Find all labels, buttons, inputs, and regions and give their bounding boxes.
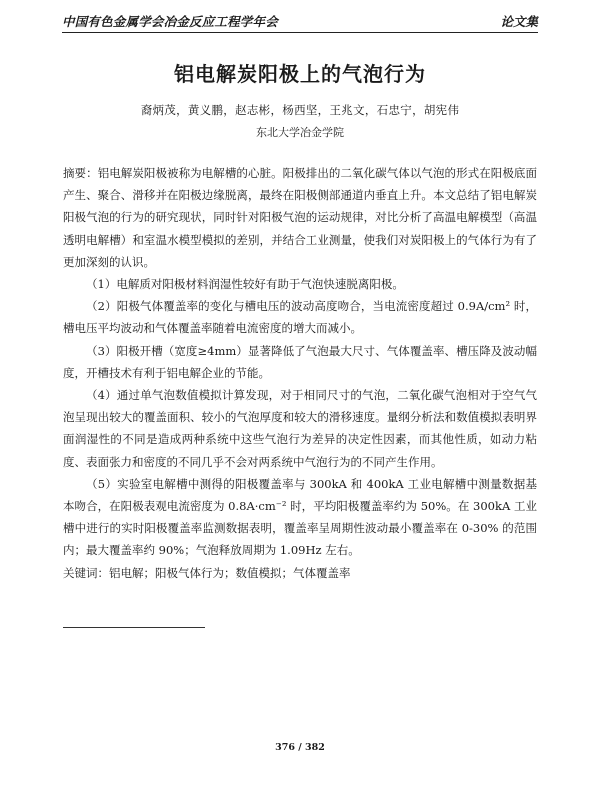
author-list: 裔炳茂，黄义鹏，赵志彬，杨西坚，王兆文，石忠宁，胡宪伟 [140, 103, 460, 117]
page-number: 376 / 382 [275, 742, 325, 753]
footnote-rule [63, 627, 205, 628]
conclusion-point-2: （2）阳极气体覆盖率的变化与槽电压的波动高度吻合，当电流密度超过 0.9A/cm² 时，槽电压平均波动和气体覆盖率随着电流密度的增大而减小。 [63, 299, 537, 336]
conclusion-point-4: （4）通过单气泡数值模拟计算发现，对于相同尺寸的气泡，二氧化碳气泡相对于空气气泡呈现出较大的覆盖面积、较小的气泡厚度和较大的滑移速度。量纲分析法和数值模拟表明界面润湿性的不同是造成两种系统中这些气泡行为差异的决定性因素，而其他性质，如动力粘度、表面张力和密度的不同几乎不会对两系统中气泡行为的不同产生作用。 [63, 388, 537, 469]
keywords-label: 关键词： [63, 565, 109, 580]
abstract-text: 铝电解炭阳极被称为电解槽的心脏。阳极排出的二氧化碳气体以气泡的形式在阳极底面产生、聚合、滑移并在阳极边缘脱离，最终在阳极侧部通道内垂直上升。本文总结了铝电解炭阳极气泡的行为的研究现状，同时针对阳极气泡的运动规律，对比分析了高温电解模型（高温透明电解槽）和室温水模型模拟的差别，并结合工业测量，使我们对炭阳极上的气体行为有了更加深刻的认识。 [63, 166, 537, 269]
paper-title: 铝电解炭阳极上的气泡行为 [174, 62, 426, 86]
collection-label: 论文集 [500, 14, 538, 29]
keywords-text: 铝电解；阳极气体行为；数值模拟；气体覆盖率 [109, 565, 351, 580]
conclusion-point-3: （3）阳极开槽（宽度≥4mm）显著降低了气泡最大尺寸、气体覆盖率、槽压降及波动幅度，开槽技术有利于铝电解企业的节能。 [63, 343, 537, 380]
running-header [62, 12, 538, 34]
conclusion-point-5: （5）实验室电解槽中测得的阳极覆盖率与 300kA 和 400kA 工业电解槽中测量数据基本吻合，在阳极表观电流密度为 0.8A·cm⁻² 时，平均阳极覆盖率约为 50%。在 300kA 工业槽中进行的实时阳极覆盖率监测数据表明，覆盖率呈周期性波动最小覆盖率在 0-30% 的范围内；最大覆盖率约 90%；气泡释放周期为 1.09Hz 左右。 [63, 476, 537, 558]
conference-name: 中国有色金属学会冶金反应工程学年会 [62, 14, 278, 29]
abstract-label: 摘要： [63, 166, 98, 180]
keywords-line [63, 562, 537, 584]
header-rule [62, 32, 538, 33]
conclusion-point-1: （1）电解质对阳极材料润湿性较好有助于气泡快速脱离阳极。 [86, 277, 404, 292]
affiliation: 东北大学冶金学院 [256, 126, 344, 139]
abstract-body [63, 162, 537, 584]
abstract-paragraph [63, 162, 537, 273]
